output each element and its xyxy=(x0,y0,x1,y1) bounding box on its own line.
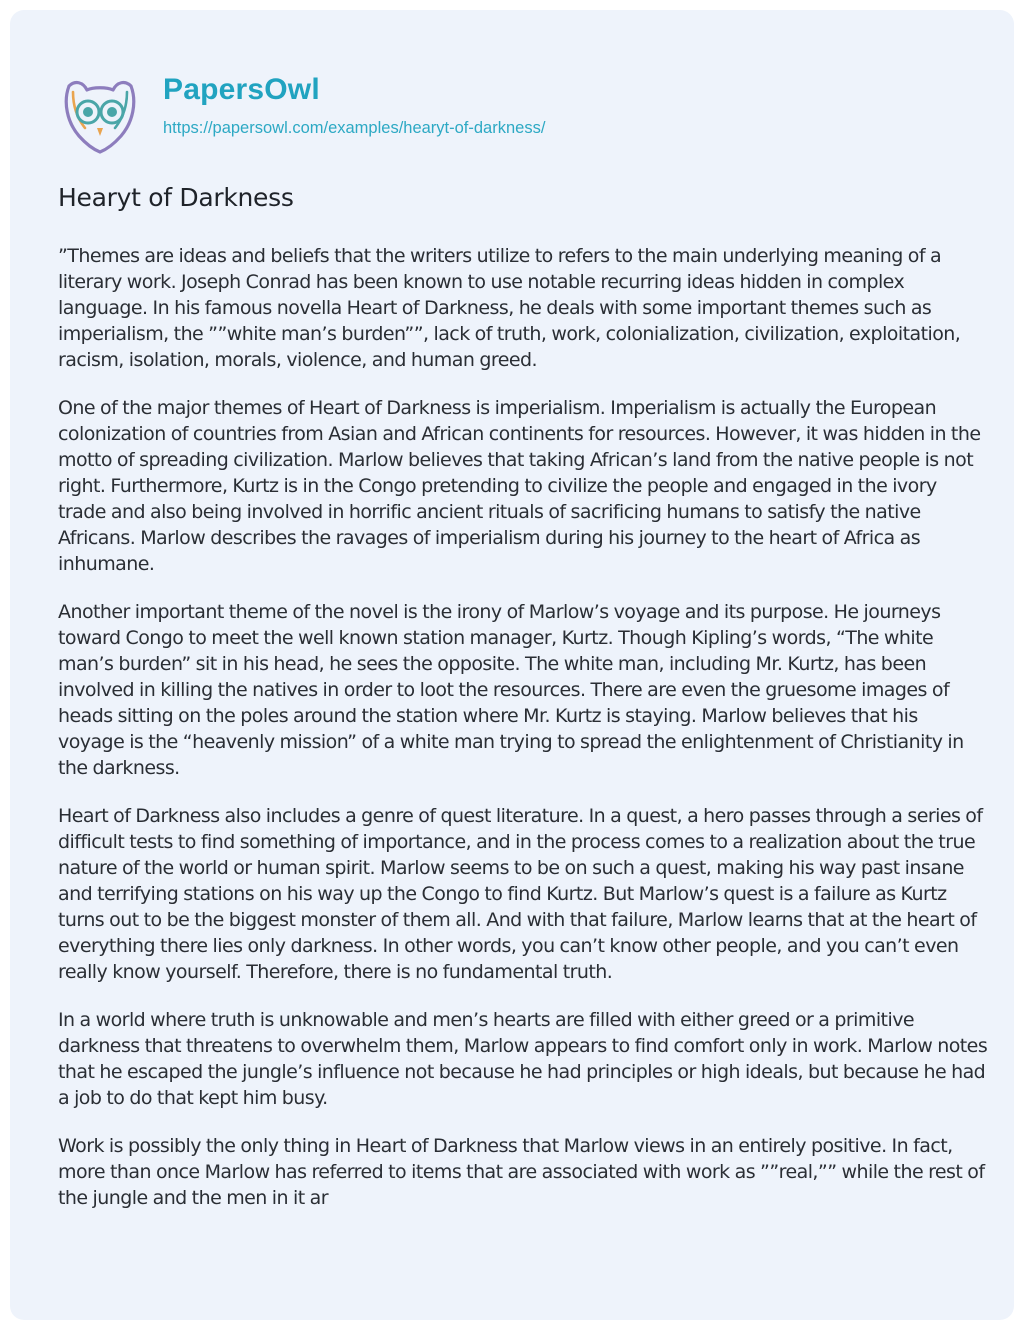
owl-logo-icon[interactable] xyxy=(59,78,141,154)
paragraph: Heart of Darkness also includes a genre of quest literature. In a quest, a hero passes through a series of difficult tests to find something of importance, and in the process comes to a realization about the true nature of the world or human spirit. Marlow seems to be on such a quest, making his way past insane and terrifying stations on his way up the Congo to find Kurtz. But Marlow’s quest is a failure as Kurtz turns out to be the biggest monster of them all. And with that failure, Marlow learns that at the heart of everything there lies only darkness. In other words, you can’t know other people, and you can’t even really know yourself. Therefore, there is no fundamental truth. xyxy=(58,805,983,983)
paragraph: One of the major themes of Heart of Darkness is imperialism. Imperialism is actually the European colonization of countries from Asian and African continents for resources. However, it was hidden in the motto of spreading civilization. Marlow believes that taking African’s land from the native people is not right. Furthermore, Kurtz is in the Congo pretending to civilize the people and engaged in the ivory trade and also being involved in horrific ancient rituals of sacrificing humans to satisfy the native Africans. Marlow describes the ravages of imperialism during his journey to the heart of Africa as inhumane. xyxy=(58,397,981,575)
paragraph: Another important theme of the novel is the irony of Marlow’s voyage and its purpose. He journeys toward Congo to meet the well known station manager, Kurtz. Though Kipling’s words, “The white man’s burden” sit in his head, he sees the opposite. The white man, including Mr. Kurtz, has been involved in killing the natives in order to loot the resources. There are even the gruesome images of heads sitting on the poles around the station where Mr. Kurtz is staying. Marlow believes that his voyage is the “heavenly mission” of a white man trying to spread the enlightenment of Christianity in the darkness. xyxy=(58,601,964,779)
document-card xyxy=(10,10,1014,1320)
brand-header xyxy=(59,72,659,152)
paragraph: ”Themes are ideas and beliefs that the writers utilize to refers to the main underlying meaning of a literary work. Joseph Conrad has been known to use notable recurring ideas hidden in complex language. In his famous novella Heart of Darkness, he deals with some important themes such as imperialism, the ””white man’s burden””, lack of truth, work, colonialization, civilization, exploitation, racism, isolation, morals, violence, and human greed. xyxy=(58,245,961,371)
paragraph: In a world where truth is unknowable and men’s hearts are filled with either greed or a primitive darkness that threatens to overwhelm them, Marlow appears to find comfort only in work. Marlow notes that he escaped the jungle’s influence not because he had principles or high ideals, but because he had a job to do that kept him busy. xyxy=(58,1009,988,1109)
brand-name[interactable]: PapersOwl xyxy=(163,73,320,106)
document-body xyxy=(58,243,988,1233)
source-url-link[interactable]: https://papersowl.com/examples/hearyt-of-darkness/ xyxy=(163,119,546,137)
paragraph: Work is possibly the only thing in Heart of Darkness that Marlow views in an entirely positive. In fact, more than once Marlow has referred to items that are associated with work as ””real,”” while the rest of the jungle and the men in it ar xyxy=(58,1135,985,1209)
document-title: Hearyt of Darkness xyxy=(58,183,294,212)
